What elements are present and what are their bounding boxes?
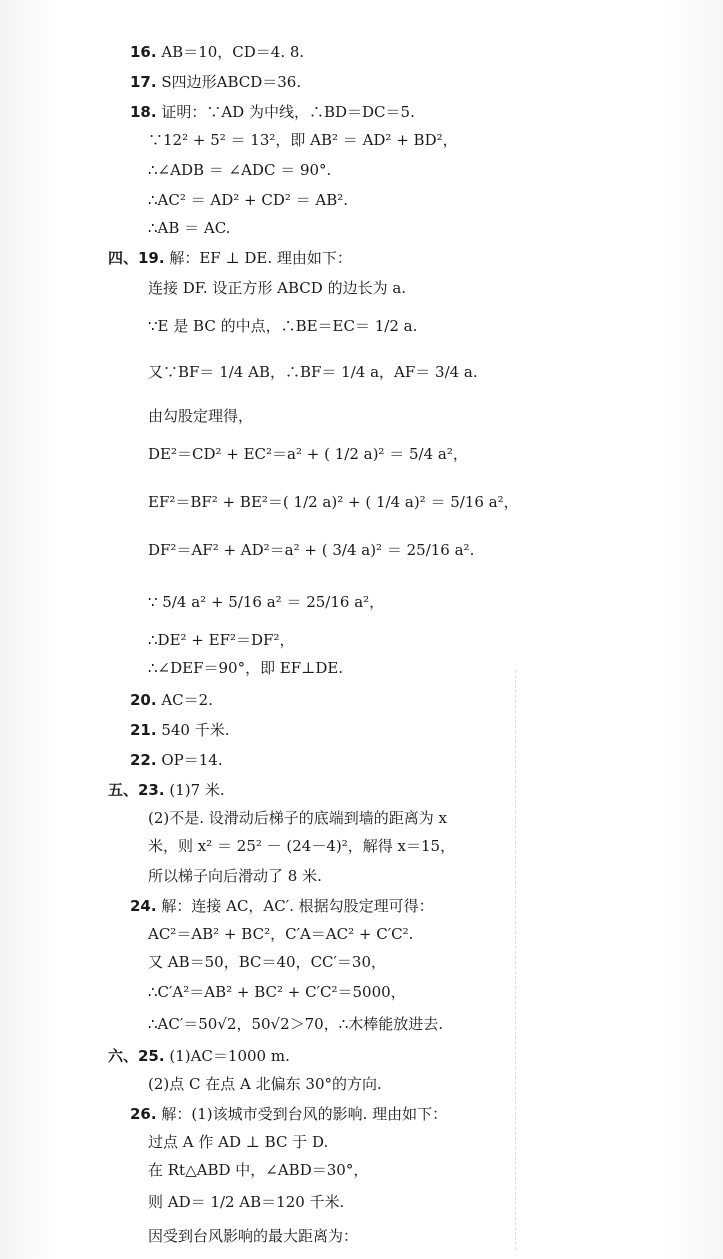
line-19-step2: ∵E 是 BC 的中点，∴BE＝EC＝ 1/2 a. — [148, 317, 418, 335]
line-19: 四、19. 解：EF ⊥ DE. 理由如下： — [108, 249, 352, 267]
line-16: 16. AB＝10，CD＝4. 8. — [130, 43, 305, 61]
line-18-step3: ∴AC² ＝ AD² + CD² ＝ AB². — [148, 191, 349, 209]
line-23-step3: 所以梯子向后滑动了 8 米. — [148, 867, 322, 885]
line-26-step2: 在 Rt△ABD 中，∠ABD＝30°， — [148, 1161, 369, 1179]
line-20: 20. AC＝2. — [130, 691, 213, 709]
line-22: 22. OP＝14. — [130, 751, 223, 769]
line-18-step4: ∴AB ＝ AC. — [148, 219, 231, 237]
line-19-step1: 连接 DF. 设正方形 ABCD 的边长为 a. — [148, 279, 407, 297]
line-17: 17. S四边形ABCD＝36. — [130, 73, 302, 91]
line-25-step1: (2)点 C 在点 A 北偏东 30°的方向. — [148, 1075, 382, 1093]
line-23-step2: 米，则 x² ＝ 25² － (24－4)²，解得 x＝15， — [148, 837, 456, 855]
scan-divider — [515, 670, 517, 1250]
line-26: 26. 解：(1)该城市受到台风的影响. 理由如下： — [130, 1105, 448, 1123]
line-24-step4: ∴AC′＝50√2，50√2＞70，∴木棒能放进去. — [148, 1015, 444, 1033]
line-26-step1: 过点 A 作 AD ⊥ BC 于 D. — [148, 1133, 329, 1151]
line-19-step3: 又∵BF＝ 1/4 AB，∴BF＝ 1/4 a，AF＝ 3/4 a. — [148, 363, 478, 381]
line-23-step1: (2)不是. 设滑动后梯子的底端到墙的距离为 x — [148, 809, 448, 827]
line-19-step4: 由勾股定理得， — [148, 407, 254, 425]
line-25: 六、25. (1)AC＝1000 m. — [108, 1047, 290, 1065]
line-19-step7: DF²＝AF² + AD²＝a² + ( 3/4 a)² ＝ 25/16 a². — [148, 541, 475, 559]
line-19-step6: EF²＝BF² + BE²＝( 1/2 a)² + ( 1/4 a)² ＝ 5/16 a²， — [148, 493, 519, 511]
line-26-step4: 因受到台风影响的最大距离为： — [148, 1227, 359, 1245]
line-18: 18. 证明：∵AD 为中线，∴BD＝DC＝5. — [130, 103, 415, 121]
line-24-step1: AC²＝AB² + BC²，C′A＝AC² + C′C². — [148, 925, 414, 943]
line-18-step1: ∵12² + 5² ＝ 13²，即 AB² ＝ AD² + BD²， — [148, 131, 458, 149]
line-18-step2: ∴∠ADB ＝ ∠ADC ＝ 90°. — [148, 161, 332, 179]
line-23: 五、23. (1)7 米. — [108, 781, 225, 799]
line-24-step3: ∴C′A²＝AB² + BC² + C′C²＝5000， — [148, 983, 406, 1001]
line-21: 21. 540 千米. — [130, 721, 230, 739]
line-24-step2: 又 AB＝50，BC＝40，CC′＝30， — [148, 953, 387, 971]
line-24: 24. 解：连接 AC，AC′. 根据勾股定理可得： — [130, 897, 434, 915]
line-19-step9: ∴DE² + EF²＝DF²， — [148, 631, 295, 649]
line-19-step8: ∵ 5/4 a² + 5/16 a² ＝ 25/16 a²， — [148, 593, 385, 611]
line-26-step3: 则 AD＝ 1/2 AB＝120 千米. — [148, 1193, 345, 1211]
line-19-step5: DE²＝CD² + EC²＝a² + ( 1/2 a)² ＝ 5/4 a²， — [148, 445, 468, 463]
line-19-step10: ∴∠DEF＝90°，即 EF⊥DE. — [148, 659, 344, 677]
